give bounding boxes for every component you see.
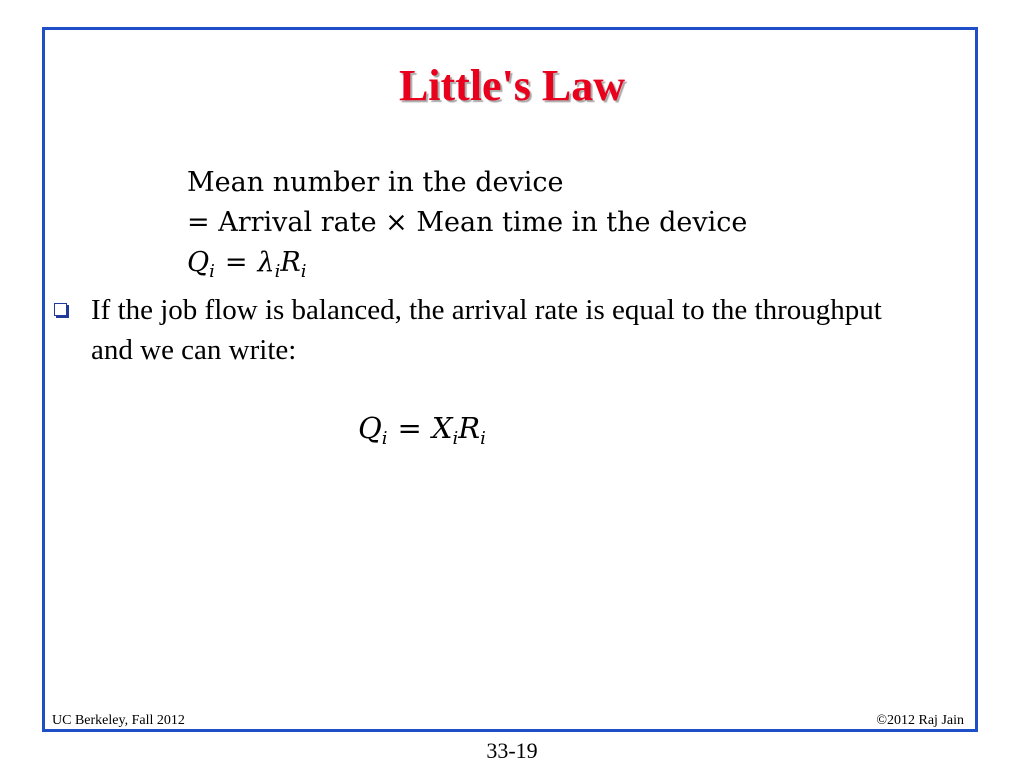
formula-symbol: X	[431, 411, 453, 445]
footer-course: UC Berkeley, Fall 2012	[52, 713, 185, 728]
formula-subscript: i	[480, 428, 486, 449]
bullet-text: If the job flow is balanced, the arrival rate is equal to the throughput and we can write:	[91, 294, 882, 366]
formula-subscript: i	[300, 261, 307, 282]
hollow-square-bullet-icon	[54, 303, 67, 316]
formula-symbol: R	[458, 411, 481, 445]
formula-line-1: Mean number in the device	[187, 167, 564, 198]
formula-operator: =	[397, 411, 422, 445]
slide-title: Little's Law	[398, 61, 626, 110]
formula-throughput	[358, 408, 486, 459]
formula-symbol: λ	[257, 247, 275, 278]
formula-subscript: i	[274, 261, 281, 282]
formula-symbol: Q	[358, 411, 382, 445]
footer-copyright: ©2012 Raj Jain	[876, 713, 964, 728]
formula-symbol: R	[280, 247, 301, 278]
slide-frame	[42, 27, 978, 732]
formula-operator: =	[224, 247, 248, 278]
page-number: 33-19	[486, 738, 538, 763]
formula-subscript: i	[452, 428, 459, 449]
formula-line-2: = Arrival rate × Mean time in the device	[187, 207, 748, 238]
formula-line-3	[187, 243, 307, 292]
formula-subscript: i	[209, 261, 215, 282]
formula-subscript: i	[381, 428, 388, 449]
formula-symbol: Q	[187, 247, 210, 278]
